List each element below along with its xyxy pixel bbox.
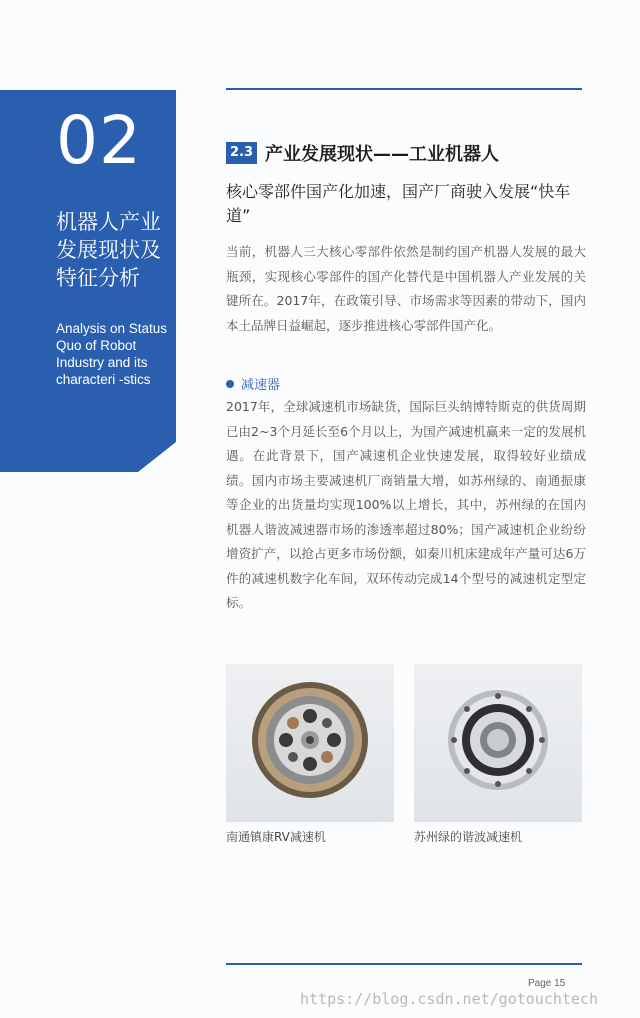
bottom-divider [226, 963, 582, 965]
harmonic-reducer-caption: 苏州绿的谐波减速机 [414, 830, 523, 844]
section-number-badge: 2.3 [226, 142, 257, 164]
rv-reducer-caption: 南通镇康RV减速机 [226, 830, 326, 844]
chapter-number: 02 [56, 102, 142, 179]
intro-paragraph: 当前，机器人三大核心零部件依然是制约国产机器人发展的最大瓶颈，实现核心零部件的国产化替代是中国机器人产业发展的关键所在。2017年，在政策引导、市场需求等因素的带动下，国内本土品牌日益崛起，逐步推进核心零部件国产化。 [226, 244, 586, 333]
bullet-dot-icon [226, 380, 234, 388]
reducer-heading-label: 减速器 [241, 378, 281, 393]
section-title: 产业发展现状——工业机器人 [265, 144, 500, 165]
watermark-url: https://blog.csdn.net/gotouchtech [300, 990, 599, 1008]
rv-reducer-photo [226, 664, 394, 822]
page-number: Page 15 [528, 978, 566, 989]
chapter-title-en: Analysis on Status Quo of Robot Industry and its characteri -stics [56, 321, 168, 387]
top-divider [226, 88, 582, 90]
reducer-heading [226, 374, 280, 393]
reducer-paragraph: 2017年，全球减速机市场缺货，国际巨头纳博特斯克的供货周期已由2~3个月延长至6个月以上，为国产减速机赢来一定的发展机遇。在此背景下，国产减速机企业快速发展，取得较好业绩成绩。国内市场主要减速机厂商销量大增，如苏州绿的、南通振康等企业的出货量均实现100%以上增长，其中，苏州绿的在国内机器人谐波减速器市场的渗透率超过80%；国产减速机企业纷纷增资扩产，以抢占更多市场份额，如秦川机床建成年产量可达6万件的减速机数字化车间，双环传动完成14个型号的减速机定型定标。 [226, 399, 586, 610]
section-header [226, 140, 499, 166]
chapter-title-cn: 机器人产业发展现状及特征分析 [56, 210, 161, 290]
harmonic-reducer-icon [414, 664, 582, 822]
rv-reducer-icon [226, 664, 394, 822]
section-subtitle: 核心零部件国产化加速，国产厂商驶入发展“快车道” [226, 182, 571, 225]
harmonic-reducer-photo [414, 664, 582, 822]
